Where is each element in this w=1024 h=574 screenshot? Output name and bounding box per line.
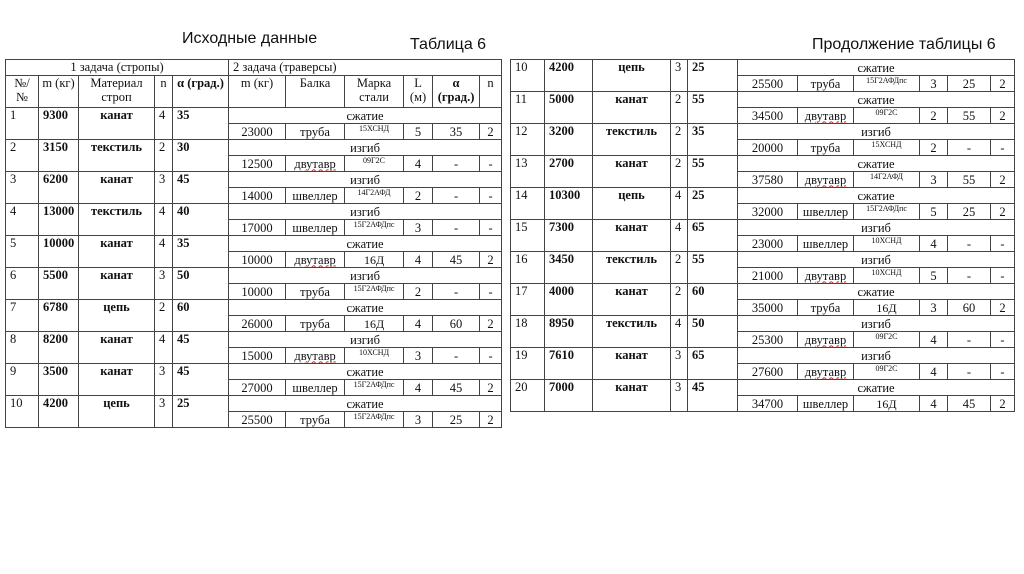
table-row [6, 204, 502, 220]
sling-material: канат [79, 172, 155, 204]
mass-value: 7000 [545, 380, 593, 412]
row-number: 8 [6, 332, 39, 364]
mass-value: 2700 [545, 156, 593, 188]
sling-count: 2 [671, 156, 688, 188]
angle-value: 45 [173, 332, 229, 364]
mass-value: 3200 [545, 124, 593, 156]
beam-mass: 17000 [229, 220, 286, 236]
beam-n: - [991, 364, 1015, 380]
row-number: 6 [6, 268, 39, 300]
sling-count: 2 [671, 124, 688, 156]
col-beam: Балка [286, 76, 345, 108]
beam-mass: 34500 [738, 108, 798, 124]
mass-value: 4000 [545, 284, 593, 316]
row-number: 18 [511, 316, 545, 348]
row-number: 13 [511, 156, 545, 188]
beam-mass: 37580 [738, 172, 798, 188]
beam-mass: 27600 [738, 364, 798, 380]
col-n: n [155, 76, 173, 108]
beam-mass: 20000 [738, 140, 798, 156]
beam-n: 2 [991, 204, 1015, 220]
sling-material: канат [79, 268, 155, 300]
table-continuation-caption: Продолжение таблицы 6 [812, 36, 996, 53]
beam-length: 3 [404, 412, 433, 428]
beam-n: 2 [991, 76, 1015, 92]
table-row [511, 316, 1015, 332]
steel-grade: 15ХСНД [345, 124, 404, 140]
load-type: изгиб [738, 252, 1015, 268]
mass-value: 6200 [39, 172, 79, 204]
sling-count: 4 [155, 236, 173, 268]
beam-mass: 12500 [229, 156, 286, 172]
load-type: изгиб [738, 348, 1015, 364]
row-number: 4 [6, 204, 39, 236]
sling-count: 2 [671, 92, 688, 124]
beam-type: швеллер [798, 236, 854, 252]
beam-length: 3 [920, 300, 948, 316]
sling-count: 3 [671, 60, 688, 92]
table-row [511, 156, 1015, 172]
beam-type: труба [286, 124, 345, 140]
sling-count: 4 [671, 316, 688, 348]
beam-length: 5 [920, 268, 948, 284]
sling-count: 3 [155, 364, 173, 396]
mass-value: 10300 [545, 188, 593, 220]
beam-n: 2 [480, 380, 502, 396]
beam-length: 5 [404, 124, 433, 140]
beam-mass: 23000 [738, 236, 798, 252]
beam-length: 2 [920, 108, 948, 124]
beam-mass: 10000 [229, 252, 286, 268]
steel-grade: 09Г2С [854, 332, 920, 348]
steel-grade: 10ХСНД [345, 348, 404, 364]
angle-value: 40 [173, 204, 229, 236]
beam-length: 3 [920, 172, 948, 188]
row-number: 19 [511, 348, 545, 380]
table-row [6, 396, 502, 412]
steel-grade: 15Г2АФДпс [345, 412, 404, 428]
angle-value: 30 [173, 140, 229, 172]
beam-n: - [991, 332, 1015, 348]
load-type: изгиб [229, 140, 502, 156]
load-type: изгиб [229, 332, 502, 348]
load-type: сжатие [229, 108, 502, 124]
beam-angle: - [948, 364, 991, 380]
sling-material: канат [593, 92, 671, 124]
table-row [6, 140, 502, 156]
sling-material: текстиль [593, 316, 671, 348]
row-number: 12 [511, 124, 545, 156]
beam-angle: 55 [948, 172, 991, 188]
beam-n: 2 [480, 124, 502, 140]
row-number: 9 [6, 364, 39, 396]
table-row [6, 108, 502, 124]
beam-type: швеллер [798, 396, 854, 412]
beam-length: 4 [920, 364, 948, 380]
beam-angle: 25 [948, 76, 991, 92]
sling-count: 3 [155, 172, 173, 204]
angle-value: 60 [688, 284, 738, 316]
sling-count: 4 [155, 108, 173, 140]
beam-type: двутавр [286, 348, 345, 364]
beam-length: 3 [920, 76, 948, 92]
beam-n: - [480, 284, 502, 300]
row-number: 3 [6, 172, 39, 204]
col-length: L (м) [404, 76, 433, 108]
beam-type: труба [286, 284, 345, 300]
mass-value: 8950 [545, 316, 593, 348]
sling-material: канат [79, 108, 155, 140]
table-row [511, 92, 1015, 108]
mass-value: 4200 [545, 60, 593, 92]
table-row [511, 220, 1015, 236]
sling-material: цепь [79, 300, 155, 332]
steel-grade: 16Д [345, 252, 404, 268]
steel-grade: 16Д [854, 396, 920, 412]
beam-angle: - [433, 284, 480, 300]
sling-count: 2 [155, 300, 173, 332]
page-title-left: Исходные данные [182, 30, 318, 47]
beam-length: 4 [404, 316, 433, 332]
load-type: сжатие [229, 364, 502, 380]
col-n-2: n [480, 76, 502, 108]
load-type: сжатие [229, 300, 502, 316]
beam-angle: 60 [433, 316, 480, 332]
row-number: 15 [511, 220, 545, 252]
beam-n: - [480, 156, 502, 172]
mass-value: 3150 [39, 140, 79, 172]
sling-count: 3 [671, 348, 688, 380]
row-number: 14 [511, 188, 545, 220]
load-type: сжатие [738, 156, 1015, 172]
steel-grade: 09Г2С [854, 108, 920, 124]
beam-mass: 26000 [229, 316, 286, 332]
sling-material: канат [79, 364, 155, 396]
beam-length: 4 [920, 332, 948, 348]
beam-mass: 25500 [738, 76, 798, 92]
col-material: Материал строп [79, 76, 155, 108]
angle-value: 25 [173, 396, 229, 428]
sling-count: 4 [671, 188, 688, 220]
beam-n: 2 [480, 316, 502, 332]
sling-count: 2 [671, 252, 688, 284]
beam-angle: - [948, 332, 991, 348]
beam-angle: - [433, 220, 480, 236]
beam-angle: 25 [433, 412, 480, 428]
steel-grade: 15Г2АФДпс [345, 220, 404, 236]
table-row [6, 268, 502, 284]
sling-material: текстиль [79, 140, 155, 172]
angle-value: 35 [173, 236, 229, 268]
angle-value: 65 [688, 348, 738, 380]
angle-value: 35 [173, 108, 229, 140]
mass-value: 4200 [39, 396, 79, 428]
beam-mass: 21000 [738, 268, 798, 284]
beam-mass: 25300 [738, 332, 798, 348]
beam-angle: 45 [433, 380, 480, 396]
load-type: сжатие [738, 284, 1015, 300]
sling-material: текстиль [593, 252, 671, 284]
beam-angle: 35 [433, 124, 480, 140]
steel-grade: 16Д [345, 316, 404, 332]
beam-angle: 60 [948, 300, 991, 316]
mass-value: 13000 [39, 204, 79, 236]
load-type: сжатие [738, 60, 1015, 76]
table-row [511, 60, 1015, 76]
angle-value: 60 [173, 300, 229, 332]
sling-count: 4 [155, 332, 173, 364]
mass-value: 9300 [39, 108, 79, 140]
table-row [511, 284, 1015, 300]
steel-grade: 15Г2АФДпс [345, 284, 404, 300]
steel-grade: 15ХСНД [854, 140, 920, 156]
beam-angle: 45 [948, 396, 991, 412]
angle-value: 45 [173, 172, 229, 204]
sling-material: канат [593, 220, 671, 252]
row-number: 20 [511, 380, 545, 412]
sling-material: канат [79, 236, 155, 268]
beam-type: двутавр [798, 364, 854, 380]
angle-value: 55 [688, 156, 738, 188]
beam-n: 2 [991, 300, 1015, 316]
beam-type: швеллер [286, 380, 345, 396]
mass-value: 8200 [39, 332, 79, 364]
beam-type: швеллер [286, 188, 345, 204]
angle-value: 45 [688, 380, 738, 412]
task2-header: 2 задача (траверсы) [229, 60, 502, 76]
sling-count: 4 [155, 204, 173, 236]
beam-mass: 32000 [738, 204, 798, 220]
mass-value: 5500 [39, 268, 79, 300]
steel-grade: 09Г2С [345, 156, 404, 172]
sling-material: канат [79, 332, 155, 364]
mass-value: 3450 [545, 252, 593, 284]
beam-type: труба [798, 76, 854, 92]
beam-length: 2 [920, 140, 948, 156]
beam-n: - [991, 236, 1015, 252]
beam-angle: - [433, 188, 480, 204]
mass-value: 7610 [545, 348, 593, 380]
steel-grade: 14Г2АФД [345, 188, 404, 204]
sling-material: цепь [79, 396, 155, 428]
beam-angle: 55 [948, 108, 991, 124]
sling-material: канат [593, 348, 671, 380]
beam-n: - [991, 140, 1015, 156]
beam-length: 4 [920, 236, 948, 252]
load-type: сжатие [229, 396, 502, 412]
load-type: изгиб [229, 172, 502, 188]
beam-angle: 25 [948, 204, 991, 220]
table-row [511, 188, 1015, 204]
beam-n: - [480, 188, 502, 204]
beam-angle: - [948, 236, 991, 252]
beam-type: двутавр [286, 252, 345, 268]
row-number: 1 [6, 108, 39, 140]
row-number: 2 [6, 140, 39, 172]
beam-angle: - [948, 140, 991, 156]
beam-type: труба [798, 140, 854, 156]
angle-value: 25 [688, 188, 738, 220]
steel-grade: 10ХСНД [854, 268, 920, 284]
beam-length: 2 [404, 188, 433, 204]
col-alpha: α (град.) [173, 76, 229, 108]
angle-value: 25 [688, 60, 738, 92]
beam-mass: 35000 [738, 300, 798, 316]
table-caption: Таблица 6 [410, 36, 487, 53]
beam-n: 2 [991, 396, 1015, 412]
beam-mass: 27000 [229, 380, 286, 396]
sling-material: текстиль [593, 124, 671, 156]
task1-header: 1 задача (стропы) [6, 60, 229, 76]
row-number: 5 [6, 236, 39, 268]
table-row [6, 236, 502, 252]
steel-grade: 15Г2АФДпс [854, 204, 920, 220]
load-type: сжатие [229, 236, 502, 252]
table-row [511, 380, 1015, 396]
beam-type: швеллер [286, 220, 345, 236]
beam-mass: 25500 [229, 412, 286, 428]
beam-type: двутавр [798, 172, 854, 188]
mass-value: 3500 [39, 364, 79, 396]
beam-type: двутавр [798, 268, 854, 284]
beam-angle: 45 [433, 252, 480, 268]
load-type: сжатие [738, 188, 1015, 204]
beam-n: - [480, 220, 502, 236]
row-number: 7 [6, 300, 39, 332]
sling-count: 3 [155, 396, 173, 428]
beam-n: 2 [480, 252, 502, 268]
beam-length: 4 [404, 380, 433, 396]
mass-value: 10000 [39, 236, 79, 268]
beam-type: швеллер [798, 204, 854, 220]
steel-grade: 09Г2С [854, 364, 920, 380]
load-type: изгиб [229, 268, 502, 284]
angle-value: 65 [688, 220, 738, 252]
col-steel: Марка стали [345, 76, 404, 108]
row-number: 10 [6, 396, 39, 428]
beam-mass: 34700 [738, 396, 798, 412]
beam-length: 4 [920, 396, 948, 412]
col-alpha-2: α (град.) [433, 76, 480, 108]
sling-material: цепь [593, 188, 671, 220]
beam-mass: 23000 [229, 124, 286, 140]
mass-value: 6780 [39, 300, 79, 332]
mass-value: 5000 [545, 92, 593, 124]
load-type: изгиб [738, 316, 1015, 332]
table-row [6, 172, 502, 188]
steel-grade: 15Г2АФДпс [854, 76, 920, 92]
beam-type: труба [286, 412, 345, 428]
col-mass: m (кг) [39, 76, 79, 108]
row-number: 16 [511, 252, 545, 284]
row-number: 10 [511, 60, 545, 92]
sling-material: текстиль [79, 204, 155, 236]
load-type: сжатие [738, 92, 1015, 108]
beam-length: 3 [404, 348, 433, 364]
beam-mass: 14000 [229, 188, 286, 204]
steel-grade: 10ХСНД [854, 236, 920, 252]
table-row [6, 332, 502, 348]
col-mass-2: m (кг) [229, 76, 286, 108]
angle-value: 50 [173, 268, 229, 300]
sling-material: канат [593, 156, 671, 188]
beam-angle: - [433, 156, 480, 172]
beam-length: 5 [920, 204, 948, 220]
beam-length: 4 [404, 156, 433, 172]
sling-count: 2 [671, 284, 688, 316]
data-table-left [5, 59, 502, 428]
beam-type: двутавр [798, 332, 854, 348]
beam-n: 2 [480, 412, 502, 428]
beam-angle: - [433, 348, 480, 364]
table-row [6, 364, 502, 380]
sling-count: 3 [671, 380, 688, 412]
load-type: изгиб [738, 220, 1015, 236]
sling-count: 2 [155, 140, 173, 172]
beam-n: 2 [991, 172, 1015, 188]
beam-length: 2 [404, 284, 433, 300]
steel-grade: 16Д [854, 300, 920, 316]
steel-grade: 15Г2АФДпс [345, 380, 404, 396]
col-no: №/ № [6, 76, 39, 108]
beam-type: труба [798, 300, 854, 316]
beam-n: - [480, 348, 502, 364]
sling-material: канат [593, 284, 671, 316]
sling-material: канат [593, 380, 671, 412]
row-number: 11 [511, 92, 545, 124]
beam-angle: - [948, 268, 991, 284]
sling-count: 3 [155, 268, 173, 300]
load-type: изгиб [229, 204, 502, 220]
beam-n: - [991, 268, 1015, 284]
beam-type: труба [286, 316, 345, 332]
load-type: изгиб [738, 124, 1015, 140]
beam-n: 2 [991, 108, 1015, 124]
sling-count: 4 [671, 220, 688, 252]
table-row [511, 124, 1015, 140]
load-type: сжатие [738, 380, 1015, 396]
angle-value: 55 [688, 252, 738, 284]
data-table-right [510, 59, 1015, 412]
angle-value: 55 [688, 92, 738, 124]
angle-value: 45 [173, 364, 229, 396]
steel-grade: 14Г2АФД [854, 172, 920, 188]
angle-value: 50 [688, 316, 738, 348]
beam-type: двутавр [286, 156, 345, 172]
table-row [6, 300, 502, 316]
beam-mass: 15000 [229, 348, 286, 364]
beam-length: 3 [404, 220, 433, 236]
mass-value: 7300 [545, 220, 593, 252]
beam-mass: 10000 [229, 284, 286, 300]
table-row [511, 252, 1015, 268]
sling-material: цепь [593, 60, 671, 92]
beam-type: двутавр [798, 108, 854, 124]
row-number: 17 [511, 284, 545, 316]
angle-value: 35 [688, 124, 738, 156]
table-row [511, 348, 1015, 364]
beam-length: 4 [404, 252, 433, 268]
